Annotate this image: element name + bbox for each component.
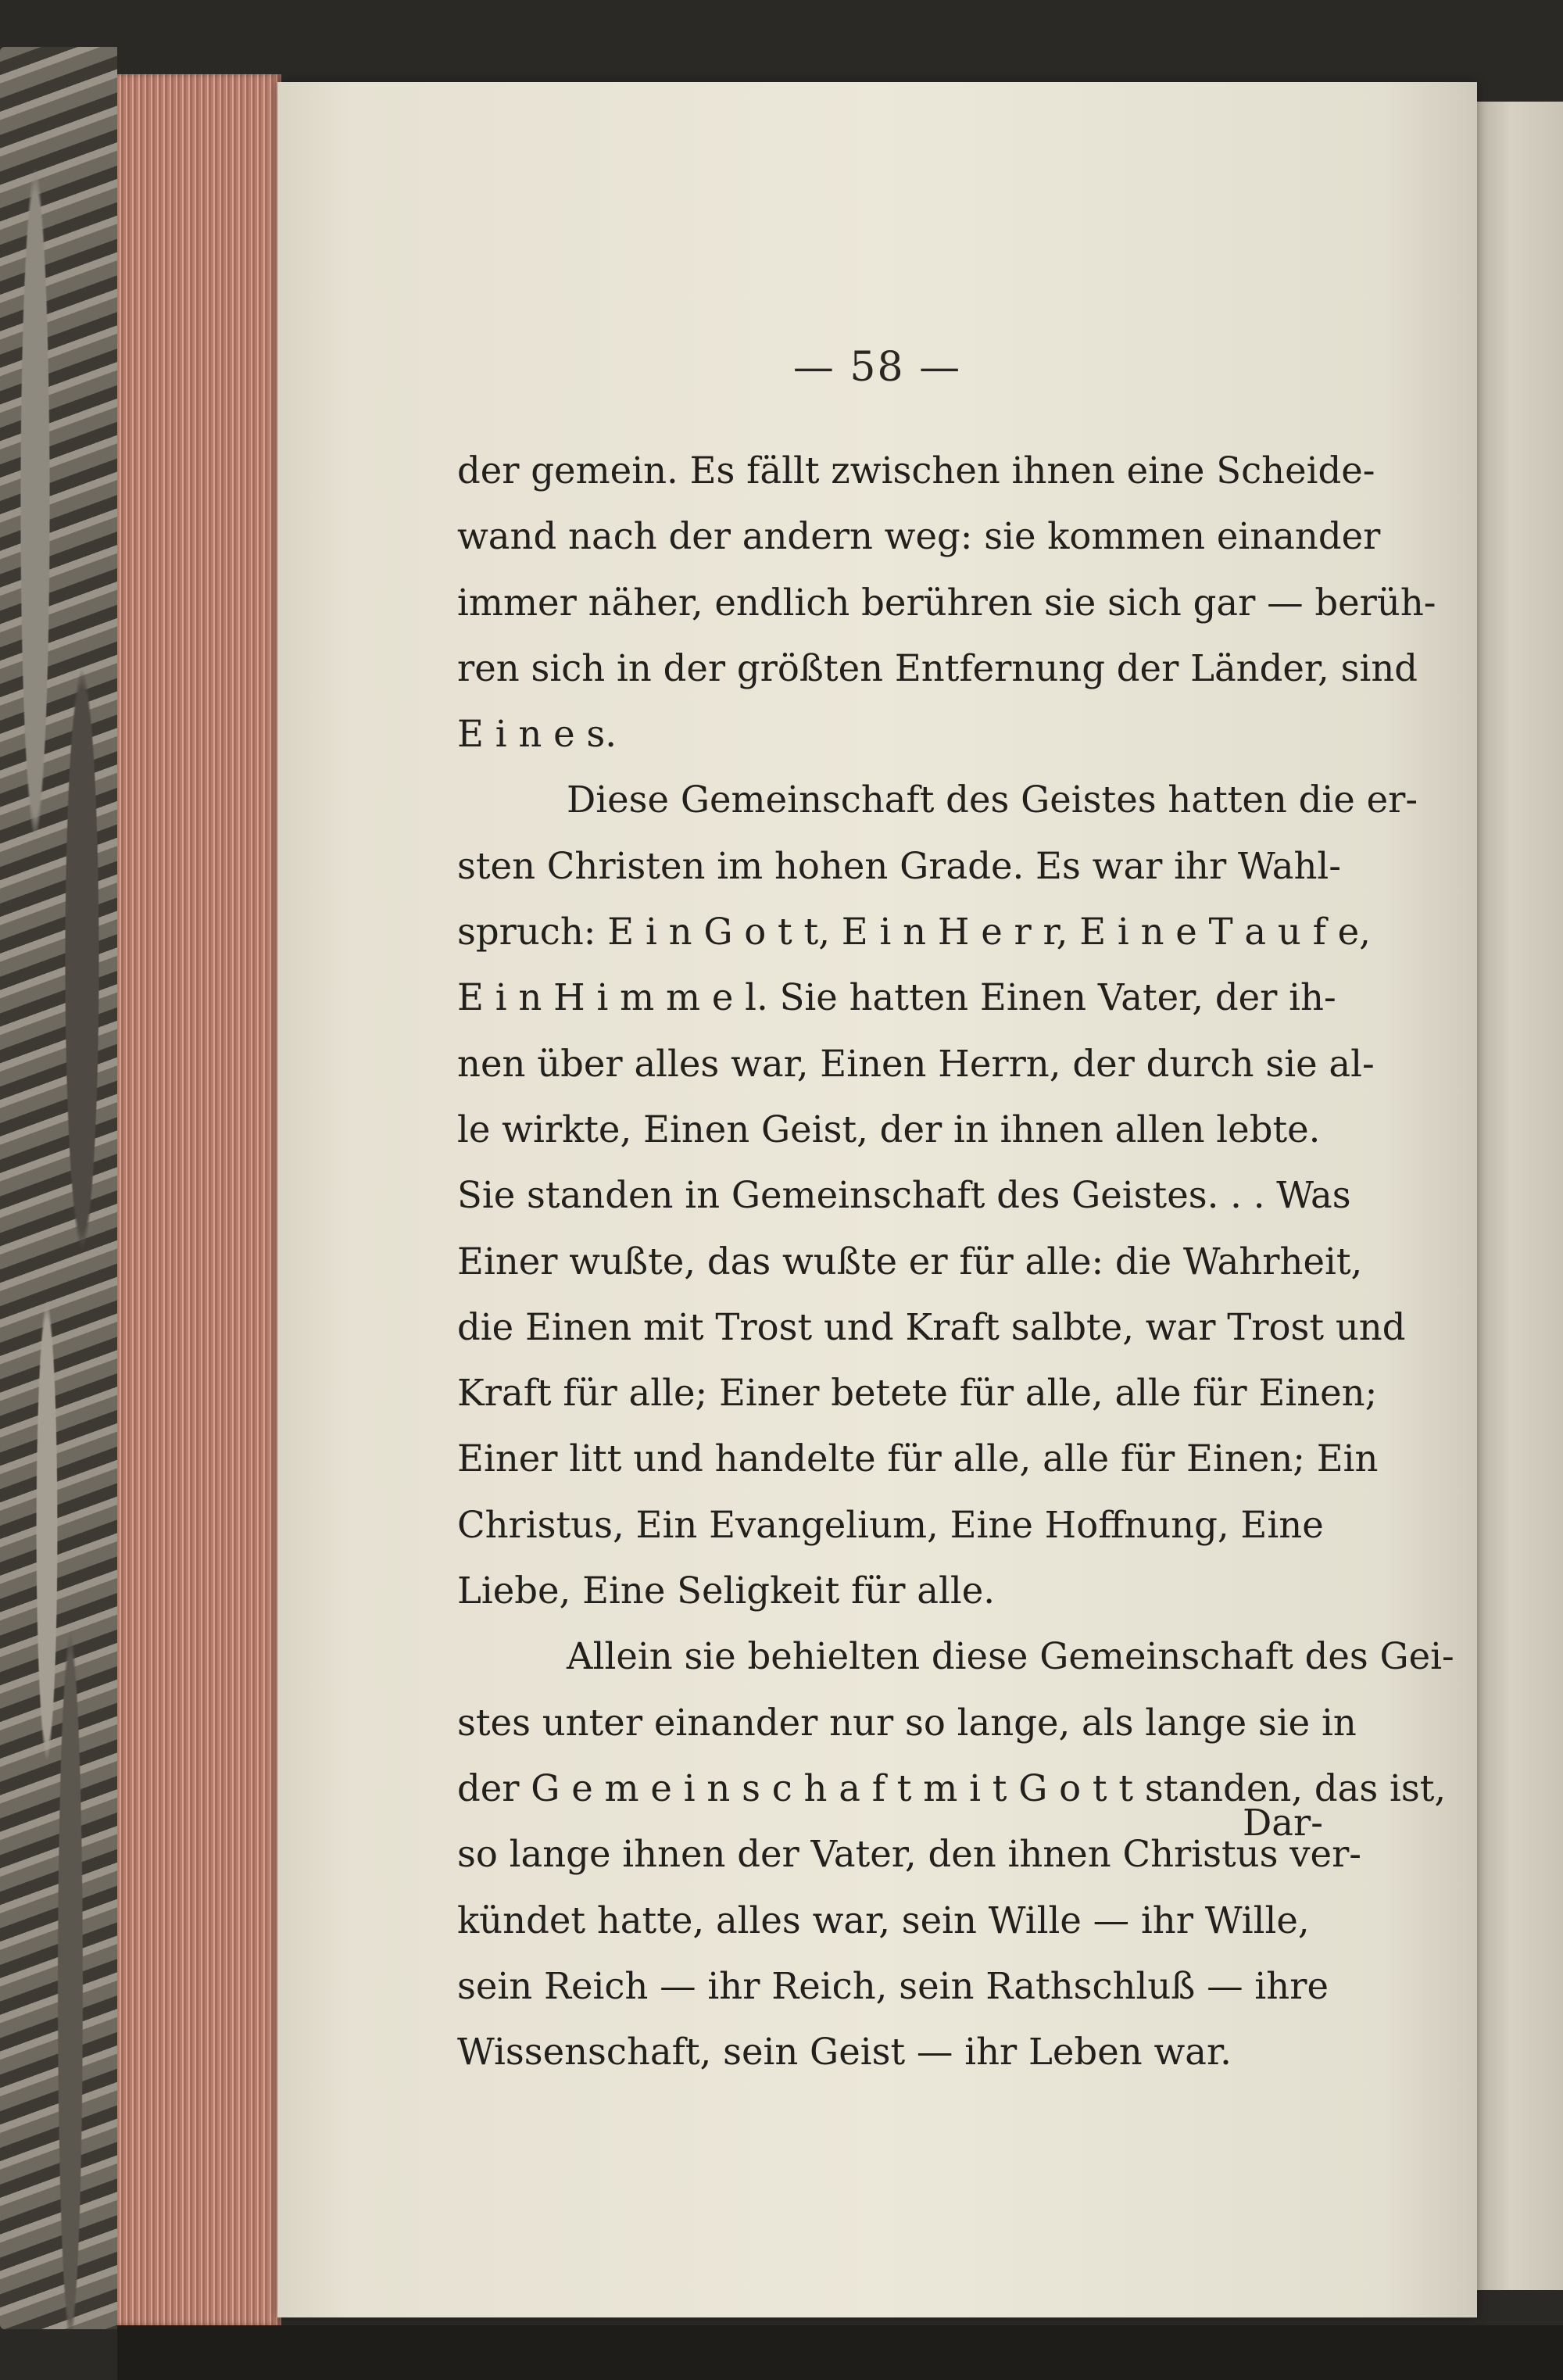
text-line: Allein sie behielten diese Gemeinschaft des Gei- [567, 1635, 1454, 1678]
bottom-shadow [117, 2325, 1563, 2380]
text-line: nen über alles war, Einen Herrn, der durch sie al- [457, 1042, 1375, 1085]
text-line: Einer wußte, das wußte er für alle: die Wahrheit, [457, 1240, 1363, 1283]
text-line: der gemein. Es fällt zwischen ihnen eine Scheide- [457, 449, 1375, 492]
text-line: Wissenschaft, sein Geist — ihr Leben war. [457, 2031, 1232, 2074]
text-line: Kraft für alle; Einer betete für alle, alle für Einen; [457, 1372, 1378, 1415]
catchword: Dar- [1243, 1802, 1323, 1844]
text-line: so lange ihnen der Vater, den ihnen Christus ver- [457, 1833, 1362, 1876]
text-line: immer näher, endlich berühren sie sich gar — berüh- [457, 581, 1436, 624]
text-line: E i n e s. [457, 713, 617, 756]
text-line: sein Reich — ihr Reich, sein Rathschluß — ihre [457, 1964, 1329, 2007]
text-line: Christus, Ein Evangelium, Eine Hoffnung, Eine [457, 1503, 1324, 1546]
text-line: die Einen mit Trost und Kraft salbte, war Trost und [457, 1305, 1406, 1348]
page-number: — 58 — [792, 344, 962, 391]
text-line: kündet hatte, alles war, sein Wille — ihr Wille, [457, 1899, 1310, 1942]
text-line: der G e m e i n s c h a f t m i t G o t t standen, das ist, [457, 1766, 1447, 1809]
text-line: sten Christen im hohen Grade. Es war ihr Wahl- [457, 844, 1342, 887]
text-line: Sie standen in Gemeinschaft des Geistes. . . Was [457, 1174, 1351, 1217]
book-page [277, 82, 1477, 2317]
next-page-edge [1477, 102, 1563, 2290]
text-line: Diese Gemeinschaft des Geistes hatten die er- [567, 778, 1418, 821]
text-line: le wirkte, Einen Geist, der in ihnen allen lebte. [457, 1108, 1321, 1151]
text-line: E i n H i m m e l. Sie hatten Einen Vater, der ih- [457, 976, 1336, 1019]
text-line: stes unter einander nur so lange, als lange sie in [457, 1701, 1357, 1744]
text-line: wand nach der andern weg: sie kommen einander [457, 515, 1381, 558]
body-text [457, 438, 1454, 2085]
text-line: spruch: E i n G o t t, E i n H e r r, E i n e T a u f e, [457, 911, 1371, 954]
text-line: Liebe, Eine Seligkeit für alle. [457, 1569, 996, 1612]
text-line: ren sich in der größten Entfernung der Länder, sind [457, 646, 1418, 689]
marbled-cover [0, 47, 117, 2329]
text-line: Einer litt und handelte für alle, alle für Einen; Ein [457, 1437, 1379, 1480]
page-edges [117, 74, 281, 2325]
